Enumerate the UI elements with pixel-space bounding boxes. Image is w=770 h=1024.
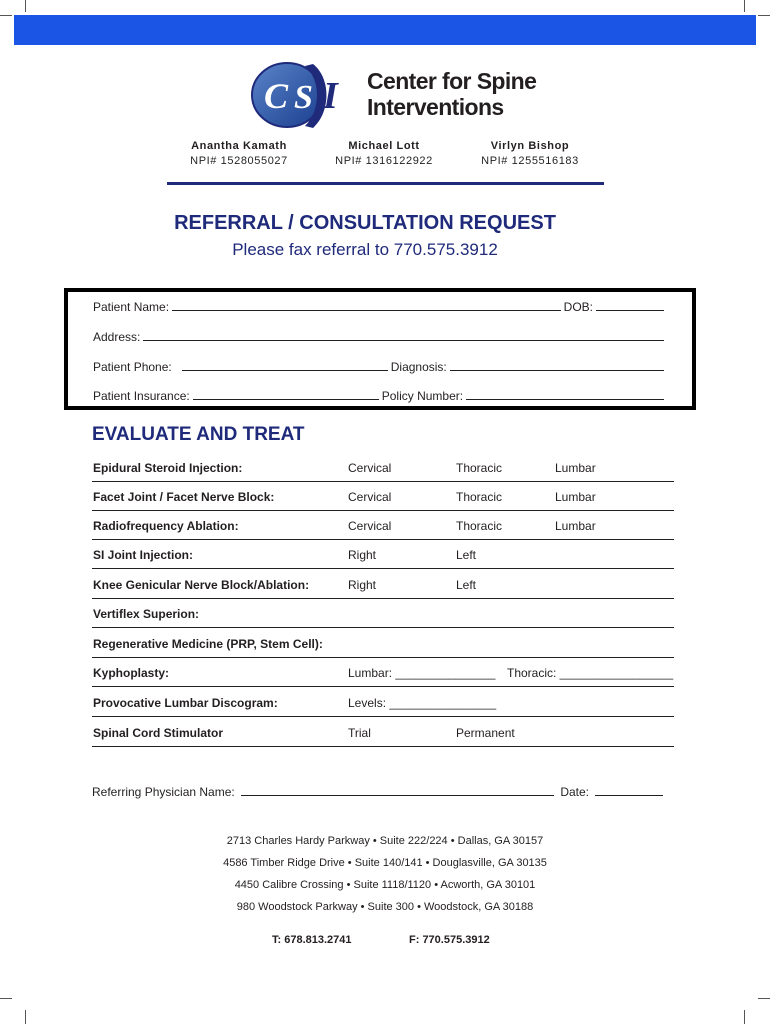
treatment-row-kyphoplasty — [92, 658, 674, 687]
treatment-label: Vertiflex Superion: — [93, 607, 200, 621]
referring-physician-line — [92, 785, 663, 799]
office-address: 4450 Calibre Crossing • Suite 1118/1120 • Acworth, GA 30101 — [234, 879, 536, 891]
crop-mark — [744, 1010, 745, 1024]
treatment-row-spinal-cord — [92, 718, 674, 747]
crop-mark — [25, 0, 26, 12]
address-label: Address: — [93, 330, 141, 344]
patient-name-field[interactable] — [172, 300, 561, 311]
header-color-bar — [14, 15, 756, 45]
brand-line-1: Center for Spine — [367, 68, 537, 94]
treatment-row-epidural — [92, 453, 674, 482]
referring-date-field[interactable] — [595, 785, 663, 796]
doctor-name: Anantha Kamath — [191, 140, 287, 152]
diagnosis-field[interactable] — [450, 360, 664, 371]
phone-number: T: 678.813.2741 — [272, 934, 352, 946]
option-lumbar[interactable]: Lumbar — [555, 519, 596, 533]
treatment-label: Regenerative Medicine (PRP, Stem Cell): — [93, 637, 323, 651]
insurance-label: Patient Insurance: — [93, 389, 190, 403]
doctor-npi: NPI# 1316122922 — [335, 155, 433, 167]
option-cervical[interactable]: Cervical — [348, 490, 392, 504]
header-divider — [167, 182, 604, 185]
diagnosis-label: Diagnosis: — [390, 360, 447, 374]
address-line — [93, 330, 667, 344]
dob-field[interactable] — [596, 300, 664, 311]
patient-info-box — [64, 288, 696, 410]
discogram-levels-field[interactable]: Levels: ________________ — [348, 696, 497, 710]
office-address: 2713 Charles Hardy Parkway • Suite 222/224 • Dallas, GA 30157 — [226, 835, 544, 847]
doctor-npi: NPI# 1255516183 — [481, 155, 579, 167]
fax-number: F: 770.575.3912 — [409, 934, 490, 946]
patient-name-line — [93, 300, 667, 314]
doctor-name: Michael Lott — [348, 140, 420, 152]
option-cervical[interactable]: Cervical — [348, 519, 392, 533]
crop-mark — [744, 0, 745, 12]
doctor-name: Virlyn Bishop — [490, 140, 570, 152]
option-right[interactable]: Right — [348, 578, 377, 592]
option-thoracic[interactable]: Thoracic — [456, 490, 503, 504]
option-thoracic[interactable]: Thoracic — [456, 519, 503, 533]
option-thoracic[interactable]: Thoracic — [456, 461, 503, 475]
crop-mark — [758, 15, 770, 16]
insurance-policy-line — [93, 389, 667, 403]
option-left[interactable]: Left — [456, 548, 477, 562]
form-title: REFERRAL / CONSULTATION REQUEST — [174, 212, 556, 234]
referring-physician-field[interactable] — [241, 785, 555, 796]
policy-label: Policy Number: — [381, 389, 464, 403]
option-permanent[interactable]: Permanent — [456, 726, 515, 740]
treatment-row-discogram — [92, 688, 674, 717]
svg-text:S: S — [294, 79, 313, 116]
treatment-row-facet — [92, 482, 674, 511]
treatment-label: Provocative Lumbar Discogram: — [93, 696, 278, 710]
option-cervical[interactable]: Cervical — [348, 461, 392, 475]
crop-mark — [0, 998, 12, 999]
brand-name — [367, 68, 536, 120]
referring-date-label: Date: — [560, 785, 589, 799]
crop-mark — [758, 998, 770, 999]
evaluate-title: EVALUATE AND TREAT — [92, 424, 305, 445]
crop-mark — [0, 15, 12, 16]
svg-text:C: C — [264, 76, 289, 116]
phone-diagnosis-line — [93, 360, 667, 374]
treatment-label: Spinal Cord Stimulator — [93, 726, 224, 740]
option-right[interactable]: Right — [348, 548, 377, 562]
csi-logo — [251, 60, 361, 130]
treatment-label: SI Joint Injection: — [93, 548, 194, 562]
treatment-label: Kyphoplasty: — [93, 666, 170, 680]
patient-name-label: Patient Name: — [93, 300, 170, 314]
insurance-field[interactable] — [193, 389, 379, 400]
option-lumbar[interactable]: Lumbar — [555, 461, 596, 475]
treatment-row-vertiflex[interactable] — [92, 599, 674, 628]
office-address: 980 Woodstock Parkway • Suite 300 • Woodstock, GA 30188 — [236, 901, 534, 913]
treatment-label: Facet Joint / Facet Nerve Block: — [93, 490, 275, 504]
option-left[interactable]: Left — [456, 578, 477, 592]
doctor-npi: NPI# 1528055027 — [190, 155, 288, 167]
treatment-label: Epidural Steroid Injection: — [93, 461, 243, 475]
treatment-row-radiofrequency — [92, 511, 674, 540]
phone-field[interactable] — [182, 360, 388, 371]
treatment-row-si-joint — [92, 540, 674, 569]
treatment-row-regenerative[interactable] — [92, 629, 674, 658]
svg-text:I: I — [323, 75, 338, 117]
phone-label: Patient Phone: — [93, 360, 172, 374]
dob-label: DOB: — [563, 300, 593, 314]
referring-physician-label: Referring Physician Name: — [92, 785, 235, 799]
policy-field[interactable] — [466, 389, 664, 400]
treatment-row-knee — [92, 570, 674, 599]
treatment-label: Radiofrequency Ablation: — [93, 519, 239, 533]
option-trial[interactable]: Trial — [348, 726, 371, 740]
option-lumbar[interactable]: Lumbar — [555, 490, 596, 504]
treatment-label: Knee Genicular Nerve Block/Ablation: — [93, 578, 310, 592]
crop-mark — [25, 1010, 26, 1024]
form-subtitle: Please fax referral to 770.575.3912 — [232, 240, 498, 259]
brand-line-2: Interventions — [367, 94, 504, 120]
office-address: 4586 Timber Ridge Drive • Suite 140/141 • Douglasville, GA 30135 — [223, 857, 547, 869]
address-field[interactable] — [143, 330, 664, 341]
kyphoplasty-thoracic-field[interactable]: Thoracic: _________________ — [507, 666, 674, 680]
kyphoplasty-lumbar-field[interactable]: Lumbar: _______________ — [348, 666, 496, 680]
doctor-bishop — [440, 139, 620, 169]
